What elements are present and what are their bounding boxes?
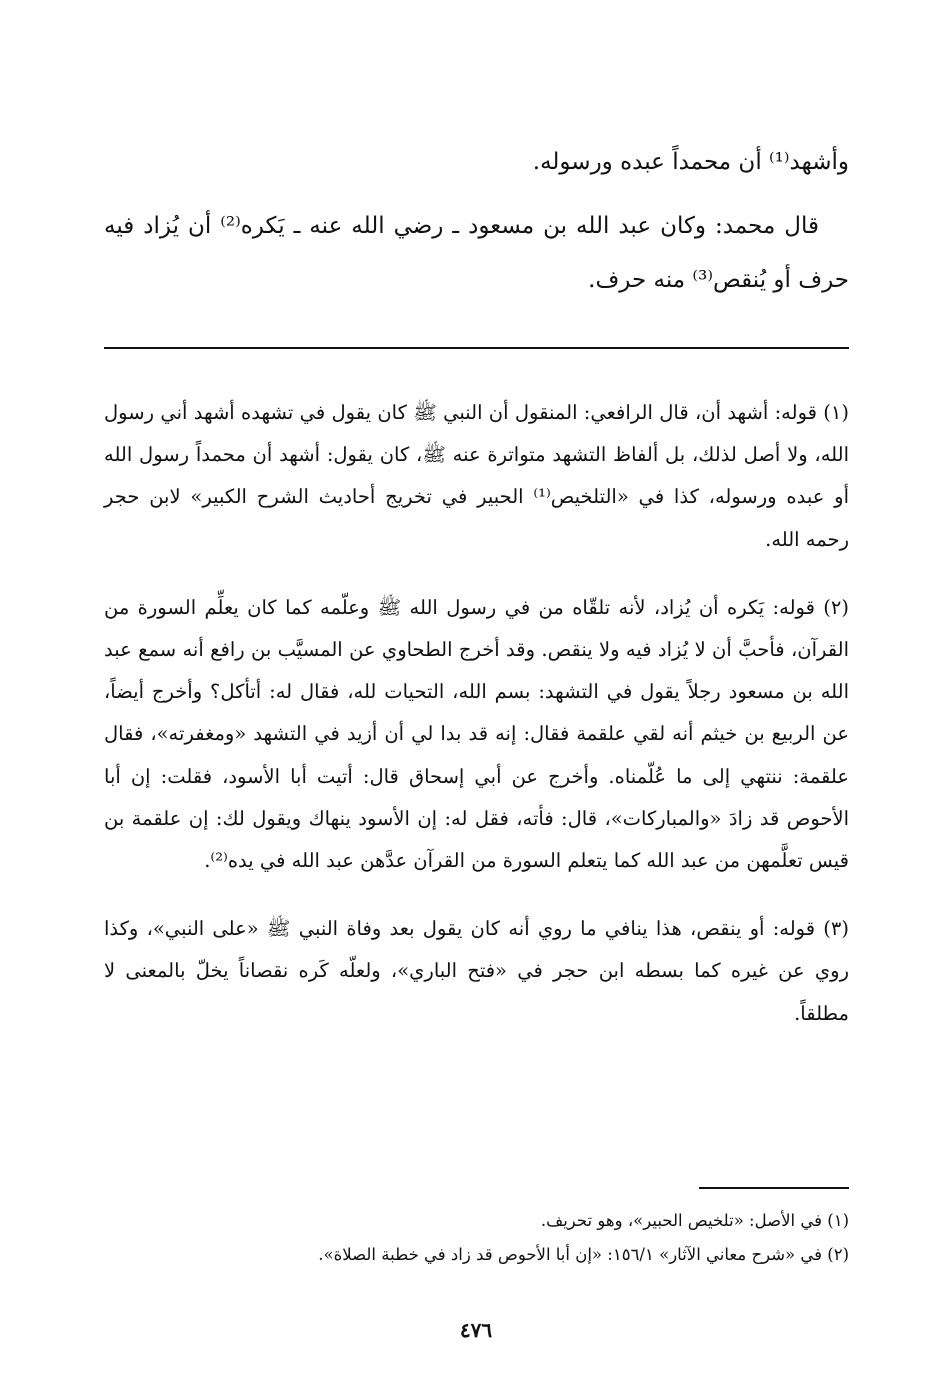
- commentary-note-1: (١) قوله: أشهد أن، قال الرافعي: المنقول أن النبي ﷺ كان يقول في تشهده أشهد أني رسول الله، ولا أصل لذلك، بل ألفاظ التشهد متواترة عنه ﷺ، كان يقول: أشهد أن محمداً رسول الله أو عبده ورسوله، كذا في «التلخيص⁽¹⁾ الحبير في تخريج أحاديث الشرح الكبير» لابن حجر رحمه الله.: [104, 401, 849, 551]
- footnotes: [104, 1204, 849, 1272]
- main-text: [104, 135, 849, 317]
- main-paragraph-1: وأشهد⁽¹⁾ أن محمداً عبده ورسوله.: [532, 149, 849, 175]
- main-divider: [104, 347, 849, 349]
- footnote-1: (١) في الأصل: «تلخيص الحبير»، وهو تحريف.: [540, 1211, 849, 1230]
- commentary-note-3: (٣) قوله: أو ينقص، هذا ينافي ما روي أنه كان يقول بعد وفاة النبي ﷺ «على النبي»، وكذا روي عن غيره كما بسطه ابن حجر في «فتح الباري»، ولعلّه كَره نقصاناً يخلّ بالمعنى لا مطلقاً.: [104, 917, 849, 1025]
- page-number: ٤٧٦: [459, 1318, 493, 1342]
- footnote-2: (٢) في «شرح معاني الآثار» ١٥٦/١: «إن أبا الأحوص قد زاد في خطبة الصلاة».: [318, 1245, 849, 1264]
- main-paragraph-2: قال محمد: وكان عبد الله بن مسعود ـ رضي الله عنه ـ يَكره⁽²⁾ أن يُزاد فيه حرف أو يُنقص⁽³⁾ منه حرف.: [104, 213, 849, 293]
- commentary-note-2: (٢) قوله: يَكره أن يُزاد، لأنه تلقّاه من في رسول الله ﷺ وعلّمه كما كان يعلِّم السورة من القرآن، فأحبَّ أن لا يُزاد فيه ولا ينقص. وقد أخرج الطحاوي عن المسيَّب بن رافع أنه سمع عبد الله بن مسعود رجلاً يقول في التشهد: بسم الله، التحيات لله، فقال له: أتأكل؟ وأخرج أيضاً، عن الربيع بن خيثم أنه لقي علقمة فقال: إنه قد بدا لي أن أزيد في التشهد «ومغفرته»، فقال علقمة: ننتهي إلى ما عُلّمناه. وأخرج عن أبي إسحاق قال: أتيت أبا الأسود، فقلت: إن أبا الأحوص قد زادَ «والمباركات»، قال: فأته، فقل له: إن الأسود ينهاك ويقول لك: إن علقمة بن قيس تعلَّمهن من عبد الله كما يتعلم السورة من القرآن عدَّهن عبد الله في يده⁽²⁾.: [104, 595, 849, 873]
- footnote-divider: [699, 1187, 849, 1189]
- commentary: [104, 392, 849, 1035]
